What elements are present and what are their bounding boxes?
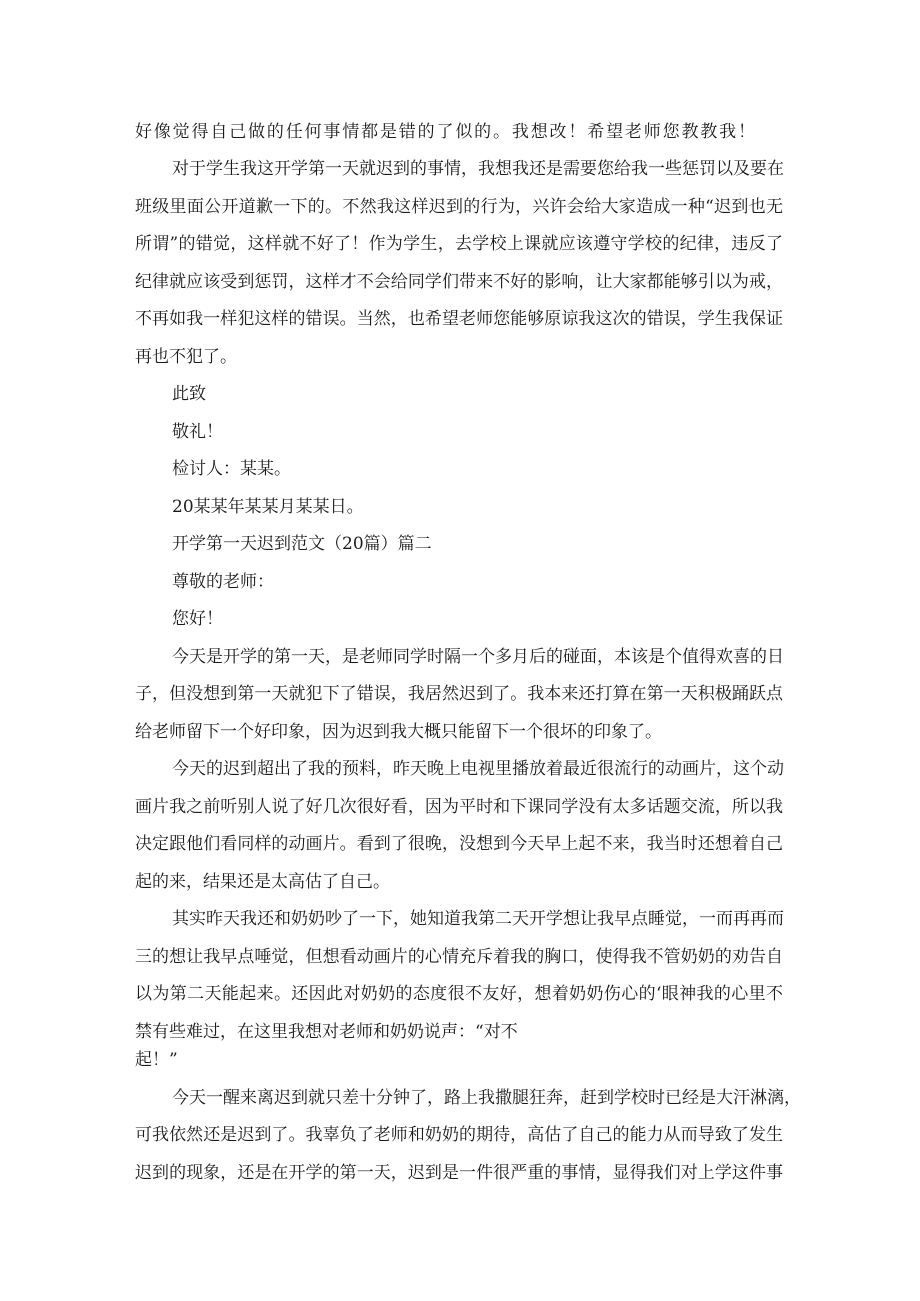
text-line: 三的想让我早点唾觉，但想看动画片的心情充斥着我的胸口，使得我不管奶奶的劝告自	[135, 947, 783, 967]
closing-regards: 敬礼！	[172, 422, 223, 442]
text-line: 班级里面公开道歉一下的。不然我这样迟到的行为，兴许会给大家造成一种“迟到也无	[135, 197, 783, 217]
text-line: 禁有些难过，在这里我想对老师和奶奶说声：“对不	[135, 1022, 518, 1042]
text-line: 好像觉得自己做的任何事情都是错的了似的。我想改！希望老师您教教我！	[135, 122, 755, 142]
text-line: 起！”	[135, 1050, 178, 1070]
text-line: 起的来，结果还是太高估了自己。	[135, 872, 390, 892]
date-line: 20某某年某某月某某日。	[172, 497, 364, 517]
text-line: 给老师留下一个好印象，因为迟到我大概只能留下一个很坏的印象了。	[135, 722, 662, 742]
signature-line: 检讨人：某某。	[172, 459, 291, 479]
text-line: 再也不犯了。	[135, 347, 237, 367]
text-line: 纪律就应该受到惩罚，这样才不会给同学们带来不好的影响，让大家都能够引以为戒，	[135, 272, 783, 292]
closing-salutation: 此致	[172, 384, 206, 404]
text-line: 子，但没想到第一天就犯下了错误，我居然迟到了。我本来还打算在第一天积极踊跃点	[135, 684, 783, 704]
section-heading: 开学第一天迟到范文（20篇）篇二	[172, 534, 432, 554]
letter-greeting: 尊敬的老师：	[172, 572, 274, 592]
text-line: 以为第二天能起来。还因此对奶奶的态度很不友好，想着奶奶伤心的‘眼神我的心里不	[135, 984, 783, 1004]
text-line: 不再如我一样犯这样的错误。当然，也希望老师您能够原谅我这次的错误，学生我保证	[135, 309, 783, 329]
text-line: 所谓”的错觉，这样就不好了！作为学生，去学校上课就应该遵守学校的纪律，违反了	[135, 234, 783, 254]
text-line: 决定跟他们看同样的动画片。看到了很晚，没想到今天早上起不来，我当时还想着自己	[135, 834, 783, 854]
text-line: 迟到的现象，还是在开学的第一天，迟到是一件很严重的事情，显得我们对上学这件事	[135, 1163, 783, 1183]
text-line: 可我依然还是迟到了。我辜负了老师和奶奶的期待，高估了自己的能力从而导致了发生	[135, 1125, 783, 1145]
text-line: 对于学生我这开学第一天就迟到的事情，我想我还是需要您给我一些惩罚以及要在	[172, 159, 784, 179]
text-line: 其实昨天我还和奶奶吵了一下，她知道我第二天开学想让我早点睡觉，一而再再而	[172, 909, 784, 929]
text-line: 今天是开学的第一天，是老师同学时隔一个多月后的碰面，本该是个值得欢喜的日	[172, 647, 784, 667]
text-line: 画片我之前听别人说了好几次很好看，因为平时和下课同学没有太多话题交流，所以我	[135, 797, 783, 817]
letter-hello: 您好！	[172, 609, 223, 629]
text-line: 今天一醒来离迟到就只差十分钟了，路上我撒腿狂奔，赶到学校时已经是大汗淋漓，	[172, 1088, 801, 1108]
text-line: 今天的迟到超出了我的预料，昨天晚上电视里播放着最近很流行的动画片，这个动	[172, 759, 784, 779]
